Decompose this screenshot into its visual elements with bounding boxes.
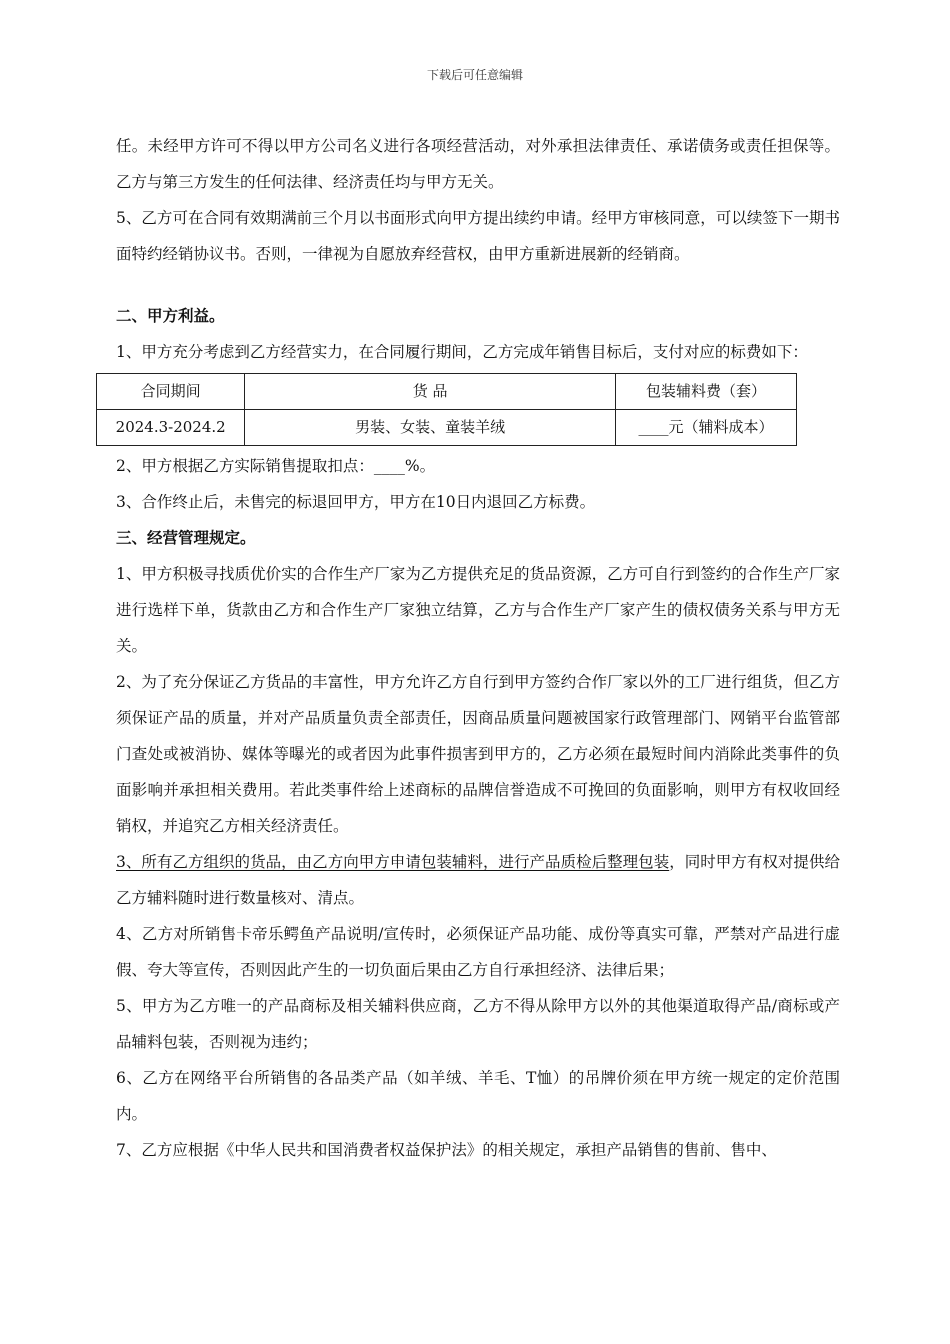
table-header-cell: 货 品 (245, 374, 616, 410)
paragraph-continuation: 任。未经甲方许可不得以甲方公司名义进行各项经营活动，对外承担法律责任、承诺债务或责任担保等。乙方与第三方发生的任何法律、经济责任均与甲方无关。 (116, 137, 840, 191)
fee-table (96, 373, 797, 446)
paragraph-text: ，同时甲方有权对提供给乙方辅料随时进行数量核对、清点。 (116, 853, 840, 907)
table-cell: ____元（辅料成本） (615, 410, 796, 446)
paragraph-renewal: 5、乙方可在合同有效期满前三个月以书面形式向甲方提出续约申请。经甲方审核同意，可以续签下一期书面特约经销协议书。否则，一律视为自愿放弃经营权，由甲方重新进展新的经销商。 (116, 209, 840, 263)
section-heading-party-a-benefits: 二、甲方利益。 (116, 306, 225, 325)
paragraph-rule-4: 4、乙方对所销售卡帝乐鳄鱼产品说明/宣传时，必须保证产品功能、成份等真实可靠，严禁对产品进行虚假、夸大等宣传，否则因此产生的一切负面后果由乙方自行承担经济、法律后果； (116, 925, 840, 979)
paragraph-rule-5: 5、甲方为乙方唯一的产品商标及相关辅料供应商，乙方不得从除甲方以外的其他渠道取得产品/商标或产品辅料包装，否则视为违约； (116, 997, 840, 1051)
section-heading-management-rules: 三、经营管理规定。 (116, 528, 256, 547)
table-cell: 男装、女装、童装羊绒 (245, 410, 616, 446)
paragraph-fee-intro: 1、甲方充分考虑到乙方经营实力，在合同履行期间，乙方完成年销售目标后，支付对应的标费如下： (116, 343, 808, 361)
paragraph-rule-6: 6、乙方在网络平台所销售的各品类产品（如羊绒、羊毛、T恤）的吊牌价须在甲方统一规定的定价范围内。 (116, 1069, 840, 1123)
paragraph-rule-1: 1、甲方积极寻找质优价实的合作生产厂家为乙方提供充足的货品资源，乙方可自行到签约的合作生产厂家进行选样下单，货款由乙方和合作生产厂家独立结算，乙方与合作生产厂家产生的债权债务关系与甲方无关。 (116, 565, 840, 655)
table-header-cell: 包装辅料费（套） (615, 374, 796, 410)
paragraph-rule-7: 7、乙方应根据《中华人民共和国消费者权益保护法》的相关规定，承担产品销售的售前、售中、 (116, 1141, 777, 1159)
table-row (97, 410, 797, 446)
underlined-text: 3、所有乙方组织的货品，由乙方向甲方申请包装辅料，进行产品质检后整理包装 (116, 853, 670, 871)
paragraph-rule-2: 2、为了充分保证乙方货品的丰富性，甲方允许乙方自行到甲方签约合作厂家以外的工厂进行组货，但乙方须保证产品的质量，并对产品质量负责全部责任，因商品质量问题被国家行政管理部门、网销平台监管部门查处或被消协、媒体等曝光的或者因为此事件损害到甲方的，乙方必须在最短时间内消除此类事件的负面影响并承担相关费用。若此类事件给上述商标的品牌信誉造成不可挽回的负面影响，则甲方有权收回经销权，并追究乙方相关经济责任。 (116, 673, 840, 835)
section-spacer (116, 272, 840, 298)
table-cell: 2024.3-2024.2 (97, 410, 245, 446)
page-header-note: 下载后可任意编辑 (426, 68, 523, 82)
table-header-cell: 合同期间 (97, 374, 245, 410)
table-header-row (97, 374, 797, 410)
document-body (116, 128, 840, 1168)
paragraph-return-labels: 3、合作终止后，未售完的标退回甲方，甲方在10日内退回乙方标费。 (116, 493, 596, 511)
paragraph-rule-3 (116, 844, 840, 916)
paragraph-commission: 2、甲方根据乙方实际销售提取扣点：____%。 (116, 457, 436, 475)
